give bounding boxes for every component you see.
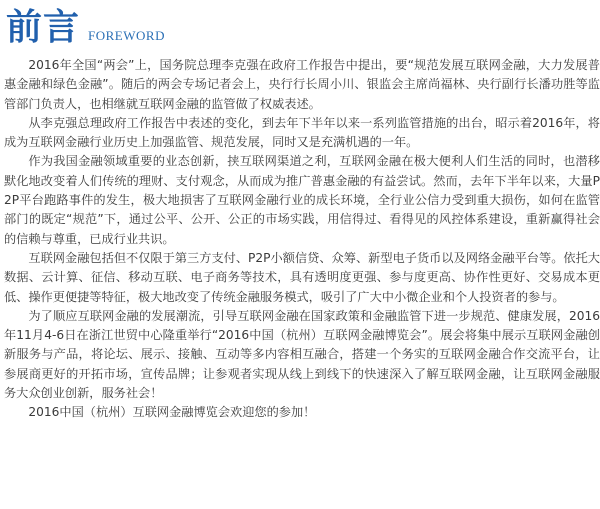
paragraph-1: 2016年全国“两会”上，国务院总理李克强在政府工作报告中提出，要“规范发展互联网金融，大力发展普惠金融和绿色金融”。随后的两会专场记者会上，央行行长周小川、银监会主席尚福林、央行副行长潘功胜等监管部门负责人，也相继就互联网金融的监管做了权威表述。 (4, 58, 600, 111)
page-subtitle: FOREWORD (88, 28, 165, 43)
paragraph-5: 为了顺应互联网金融的发展潮流，引导互联网金融在国家政策和金融监管下进一步规范、健康发展，2016年11月4-6日在浙江世贸中心隆重举行“2016中国（杭州）互联网金融博览会”。展会将集中展示互联网金融创新服务与产品，将论坛、展示、接触、互动等多内容相互融合，搭建一个务实的互联网金融合作交流平台，让参展商更好的开拓市场，宣传品牌；让参观者实现从线上到线下的快速深入了解互联网金融，让互联网金融服务大众创业创新，服务社会！ (4, 308, 600, 401)
paragraph-4: 互联网金融包括但不仅限于第三方支付、P2P小额信贷、众筹、新型电子货币以及网络金融平台等。依托大数据、云计算、征信、移动互联、电子商务等技术，具有透明度更强、参与度更高、协作性更好、交易成本更低、操作更便捷等特征，极大地改变了传统金融服务模式，吸引了广大中小微企业和个人投资者的参与。 (4, 250, 600, 304)
paragraph-3: 作为我国金融领域重要的业态创新，挟互联网渠道之利，互联网金融在极大便利人们生活的同时，也潜移默化地改变着人们传统的理财、支付观念，从而成为推广普惠金融的有益尝试。然而，去年下半年以来，大量P2P平台跑路事件的发生，极大地损害了互联网金融行业的成长环境，全行业公信力受到重大损伤，如何在监管部门的既定“规范”下，通过公平、公开、公正的市场实践，用信得过、看得见的风控体系建设，重新赢得社会的信赖与尊重，已成行业共识。 (4, 154, 600, 246)
page-header (6, 4, 165, 48)
paragraph-2: 从李克强总理政府工作报告中表述的变化，到去年下半年以来一系列监管措施的出台，昭示着2016年，将成为互联网金融行业历史上加强监管、规范发展，同时又是充满机遇的一年。 (4, 115, 600, 150)
paragraph-6: 2016中国（杭州）互联网金融博览会欢迎您的参加！ (28, 405, 316, 420)
body-text (4, 56, 600, 423)
page-title: 前言 (6, 7, 81, 48)
